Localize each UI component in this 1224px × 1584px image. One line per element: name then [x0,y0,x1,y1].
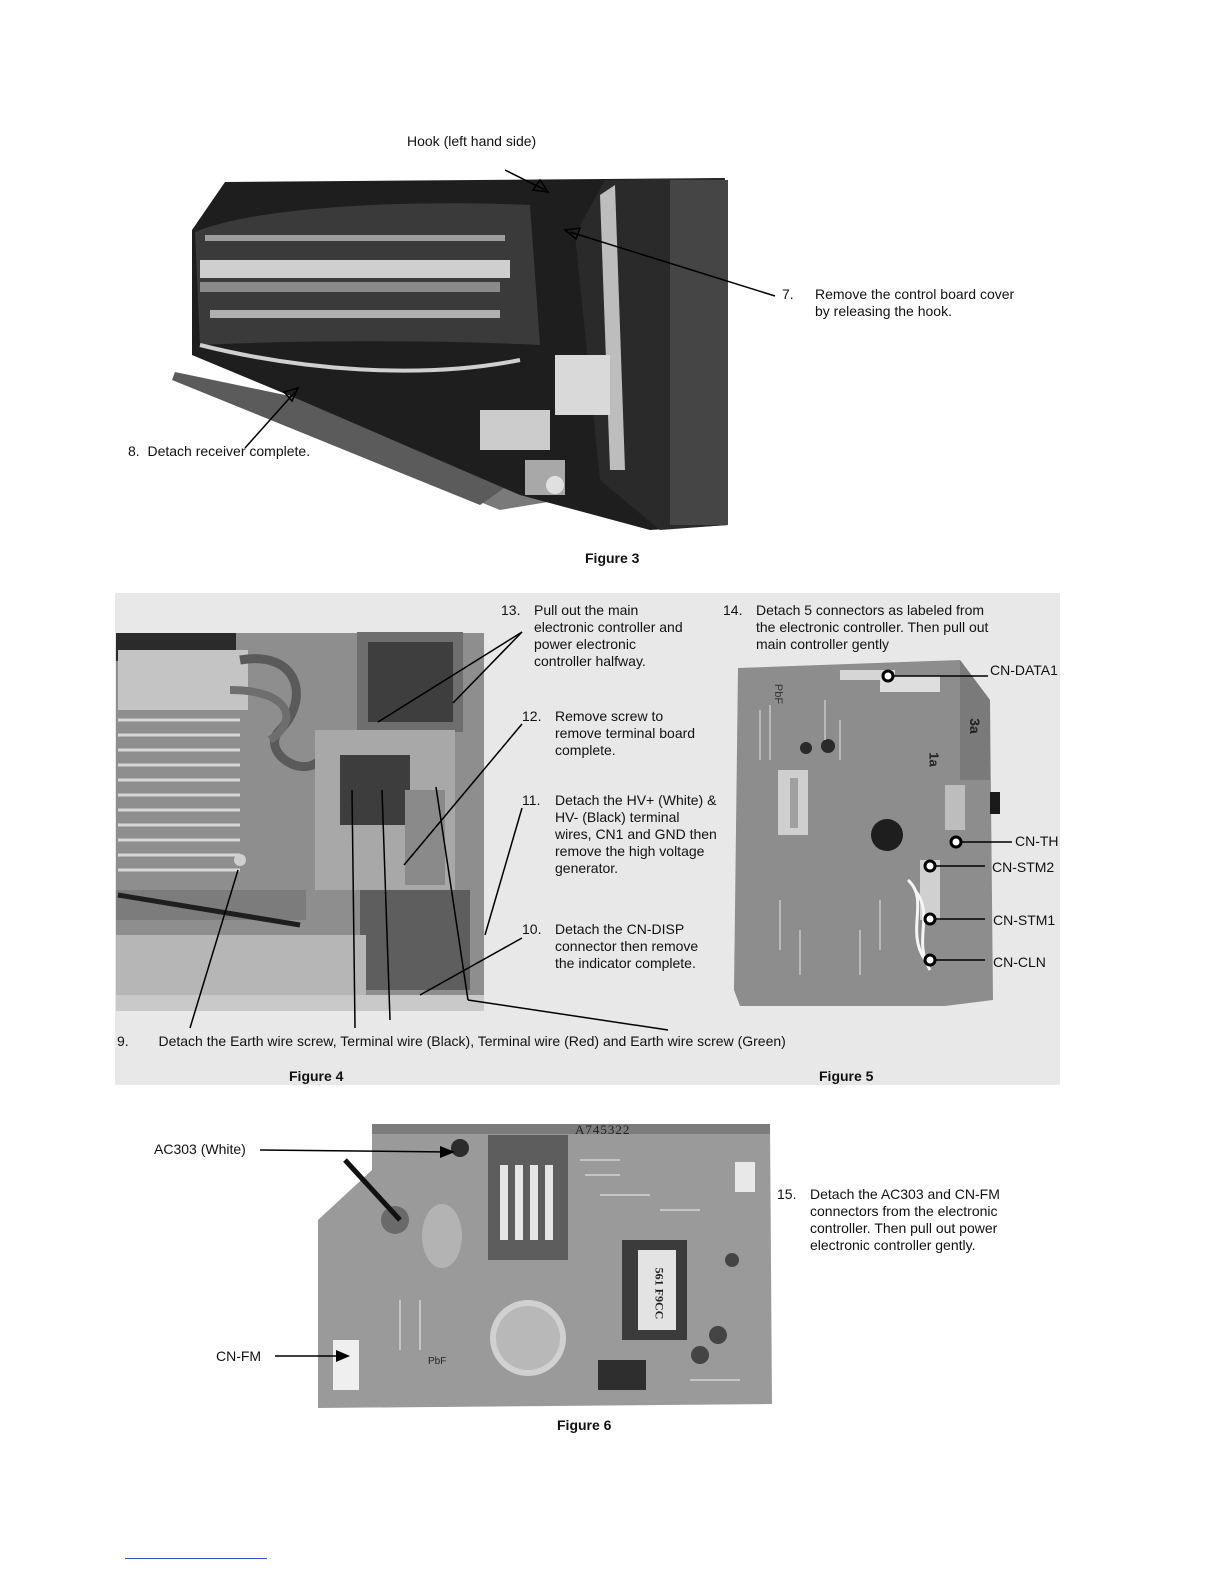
figure-6-caption: Figure 6 [557,1417,612,1433]
step-8-number: 8. [128,443,140,459]
step-11-text: Detach the HV+ (White) & HV- (Black) terminal wires, CN1 and GND then remove the high voltage generator. [555,792,717,876]
step-12-text: Remove screw to remove terminal board complete. [555,708,696,758]
step-8-text: Detach receiver complete. [147,443,311,459]
connector-cn-stm2: CN-STM2 [992,859,1055,875]
hook-label: Hook (left hand side) [407,133,537,149]
figure-3-caption: Figure 3 [585,550,640,566]
step-13-text: Pull out the main electronic controller and power electronic controller halfway. [534,602,683,669]
step-15 [777,1186,1077,1261]
connector-cn-cln: CN-CLN [993,954,1046,970]
step-14-number: 14. [723,602,743,618]
step-13-number: 13. [501,602,521,618]
step-9-number: 9. [117,1033,129,1049]
step-11-number: 11. [522,792,541,808]
transformer-mark: 561 F9CC [652,1267,667,1320]
board-code-mark: 3a [966,718,983,734]
footer-rule [125,1558,267,1559]
figure-5-caption: Figure 5 [819,1068,874,1084]
figure-4-caption: Figure 4 [289,1068,344,1084]
step-14-text: Detach 5 connectors as labeled from the electronic controller. Then pull out main controller gently [756,602,989,652]
cn-fm-label: CN-FM [216,1348,262,1364]
board-code2-mark: 1a [926,752,942,767]
board-pbf-mark: PbF [772,683,785,705]
step-10-number: 10. [522,921,542,937]
ac303-label: AC303 (White) [154,1141,246,1157]
step-10-text: Detach the CN-DISP connector then remove the indicator complete. [555,921,699,971]
step-7-number: 7. [782,286,794,302]
step-9-text: Detach the Earth wire screw, Terminal wire (Black), Terminal wire (Red) and Earth wire screw (Green) [158,1033,786,1049]
connector-cn-stm1: CN-STM1 [993,912,1056,928]
connector-cn-th: CN-TH [1015,833,1059,849]
board-pbf-mark: PbF [428,1356,447,1367]
step-12-number: 12. [522,708,542,724]
connector-cn-data1: CN-DATA1 [990,662,1058,678]
board-serial-mark: A745322 [575,1122,631,1137]
step-7-text: Remove the control board cover by releasing the hook. [815,286,1015,319]
step-14 [723,602,1043,657]
step-15-number: 15. [777,1186,797,1202]
step-15-text: Detach the AC303 and CN-FM connectors from the electronic controller. Then pull out power electronic controller gently. [810,1186,1000,1253]
figure-6 [0,1100,1224,1460]
